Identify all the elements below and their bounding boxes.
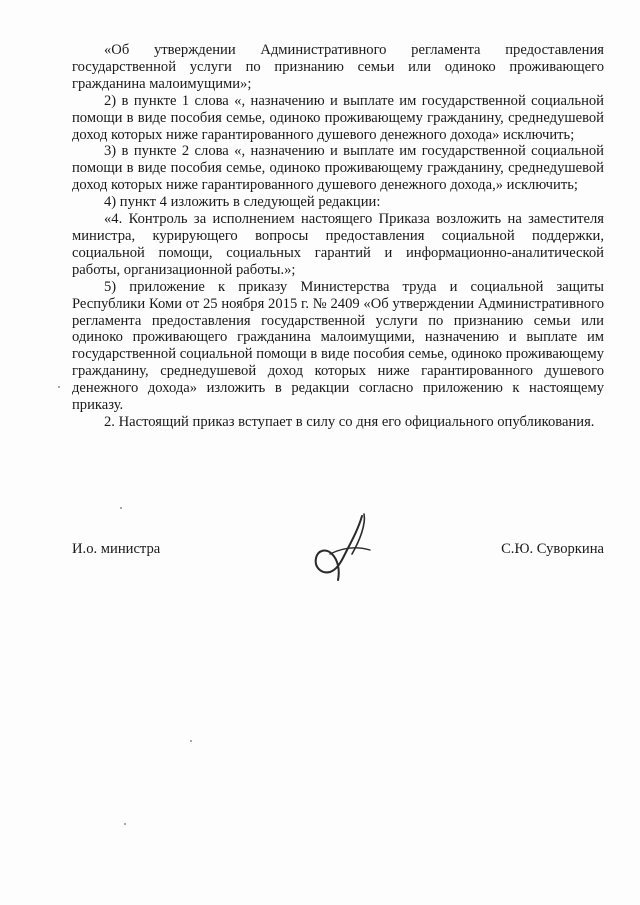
paragraph-item-3: 3) в пункте 2 слова «, назначению и выплате им государственной социальной помощи в виде пособия семье, одиноко проживающему гражданину, среднедушевой доход которых ниже гарантированного душевого денежного дохода,» исключить; xyxy=(72,143,604,194)
paragraph-regulation-title: «Об утверждении Административного регламента предоставления государственной услуги по признанию семьи или одиноко проживающего гражданина малоимущими»; xyxy=(72,42,604,92)
paragraph-item-5: 5) приложение к приказу Министерства труда и социальной защиты Республики Коми от 25 ноября 2015 г. № 2409 «Об утверждении Административного регламента предоставления государственной услуги по признанию семьи или одиноко проживающего гражданина малоимущими, назначению и выплате им государственной социальной помощи в виде пособия семье, одиноко проживающему гражданину, среднедушевой доход которых ниже гарантированного душевого денежного дохода» изложить в редакции согласно приложению к настоящему приказу. xyxy=(72,278,604,414)
scan-speck xyxy=(120,507,122,509)
scan-speck xyxy=(58,386,60,388)
paragraph-item-2: 2) в пункте 1 слова «, назначению и выплате им государственной социальной помощи в виде пособия семье, одиноко проживающему гражданину, среднедушевой доход которых ниже гарантированного душевого денежного дохода» исключить; xyxy=(72,92,604,143)
signatory-position: И.о. министра xyxy=(72,541,161,557)
scan-speck xyxy=(190,740,192,742)
document-body xyxy=(72,42,604,431)
scan-speck xyxy=(124,823,126,825)
handwritten-signature xyxy=(300,510,390,590)
paragraph-item-4: 4) пункт 4 изложить в следующей редакции: xyxy=(104,194,381,211)
paragraph-entry-into-force: 2. Настоящий приказ вступает в силу со дня его официального опубликования. xyxy=(104,413,595,430)
signatory-name: С.Ю. Суворкина xyxy=(501,541,604,557)
paragraph-item-4-text: «4. Контроль за исполнением настоящего Приказа возложить на заместителя министра, курирующего вопросы предоставления социальной поддержки, социальной помощи, социальных гарантий и информационно-аналитической работы, организационной работы.»; xyxy=(72,211,604,278)
